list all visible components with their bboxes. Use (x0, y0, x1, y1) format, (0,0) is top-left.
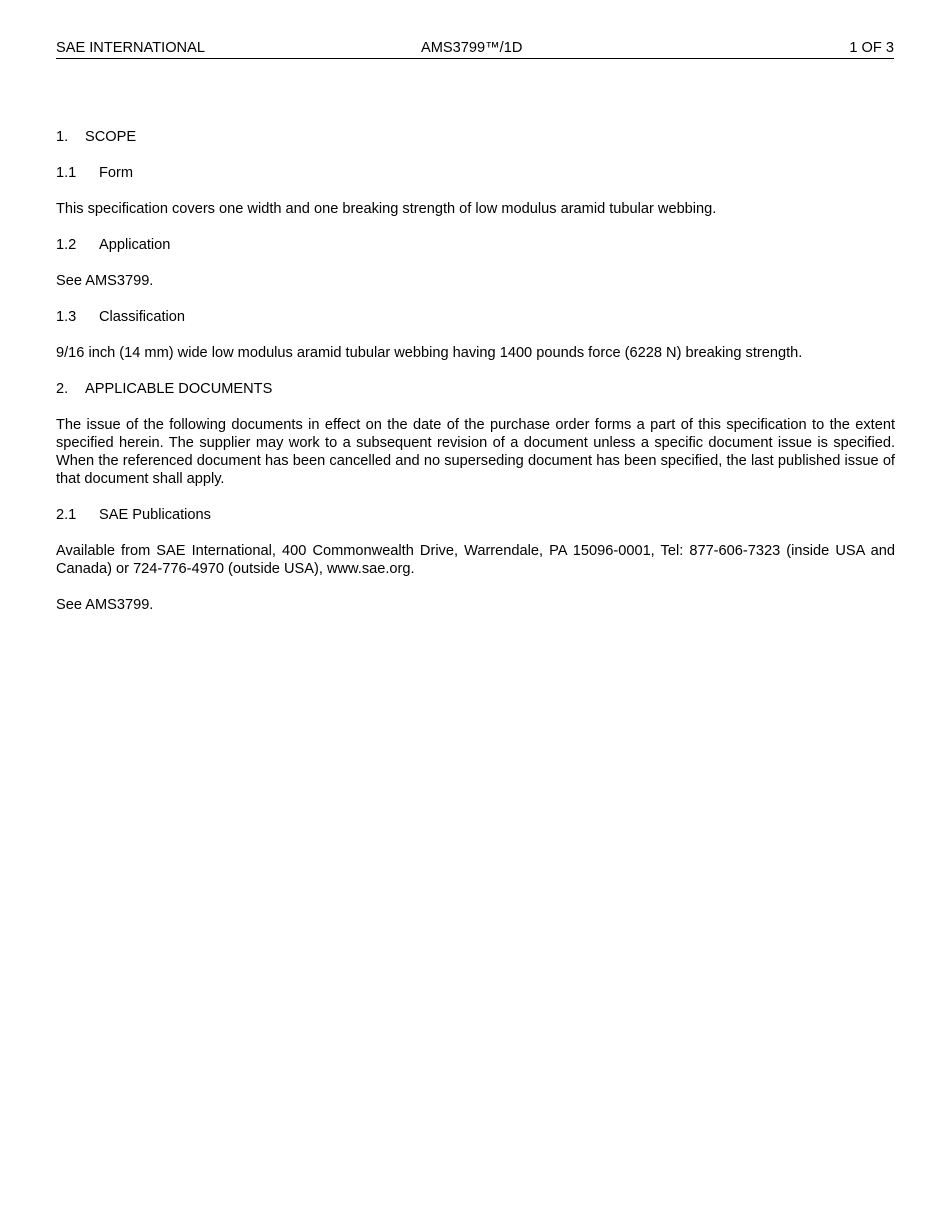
page-header (56, 38, 894, 59)
section-number: 1.1 (56, 165, 77, 181)
section-title: APPLICABLE DOCUMENTS (85, 381, 273, 397)
section-2-heading (56, 380, 895, 398)
section-number: 2. (56, 381, 69, 397)
section-1-3-heading (56, 308, 895, 326)
section-number: 1.3 (56, 309, 77, 325)
section-1-2-text: See AMS3799. (56, 273, 154, 289)
section-1-2-heading (56, 236, 895, 254)
section-2-1-heading (56, 506, 895, 524)
document-body (56, 128, 895, 632)
section-number: 1.2 (56, 237, 77, 253)
header-document-number: AMS3799™/1D (421, 40, 523, 56)
section-title: Application (99, 237, 171, 253)
section-1-3-text: 9/16 inch (14 mm) wide low modulus aramid tubular webbing having 1400 pounds force (6228 N) breaking strength. (56, 345, 803, 361)
header-page-number: 1 OF 3 (849, 40, 894, 56)
section-title: Form (99, 165, 134, 181)
section-1-1-text: This specification covers one width and one breaking strength of low modulus aramid tubular webbing. (56, 201, 717, 217)
section-number: 1. (56, 129, 69, 145)
section-number: 2.1 (56, 507, 77, 523)
section-1-heading (56, 128, 895, 146)
section-2-1-text: Available from SAE International, 400 Commonwealth Drive, Warrendale, PA 15096-0001, Tel: 877-606-7323 (inside USA and Canada) or 724-776-4970 (outside USA), www.sae.org. (56, 543, 895, 577)
section-title: Classification (99, 309, 185, 325)
section-1-1-heading (56, 164, 895, 182)
section-2-1-text-2: See AMS3799. (56, 597, 154, 613)
section-title: SCOPE (85, 129, 137, 145)
header-organization: SAE INTERNATIONAL (56, 40, 205, 56)
section-2-text: The issue of the following documents in effect on the date of the purchase order forms a part of this specification to the extent specified herein. The supplier may work to a subsequent revision of a document unless a specific document issue is specified. When the referenced document has been cancelled and no superseding document has been specified, the last published issue of that document shall apply. (56, 417, 895, 487)
section-title: SAE Publications (99, 507, 211, 523)
